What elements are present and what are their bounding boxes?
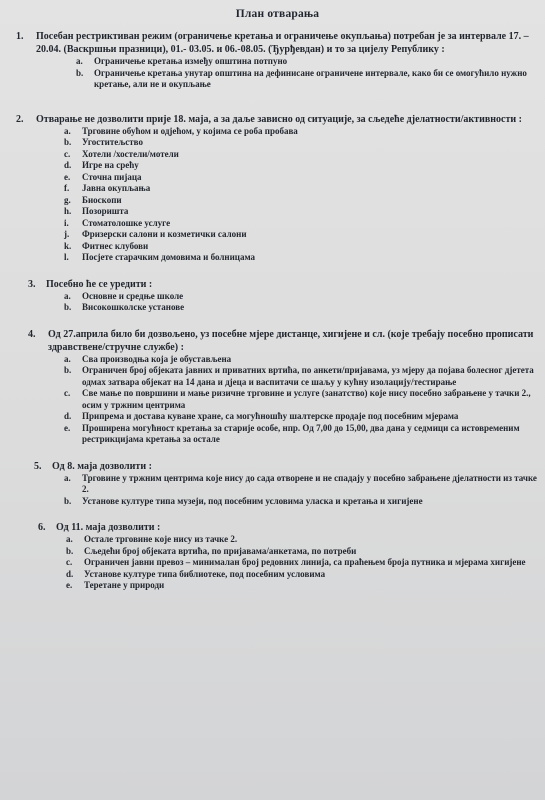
list-item bbox=[66, 534, 539, 546]
item-letter: e. bbox=[64, 171, 71, 182]
section-heading bbox=[28, 328, 539, 354]
list-item bbox=[66, 546, 539, 558]
section-items bbox=[28, 354, 539, 446]
item-letter: j. bbox=[64, 229, 70, 239]
section-text: Од 11. маја дозволити : bbox=[56, 522, 161, 533]
item-letter: b. bbox=[64, 495, 72, 506]
section-2 bbox=[16, 113, 539, 264]
list-item bbox=[64, 241, 539, 253]
section-number: 2. bbox=[16, 113, 24, 125]
item-text: Остале трговине које нису из тачке 2. bbox=[84, 534, 238, 544]
section-heading bbox=[16, 113, 539, 126]
section-heading bbox=[16, 30, 539, 56]
item-text: Игре на срећу bbox=[82, 160, 139, 170]
item-letter: c. bbox=[66, 557, 73, 567]
item-text: Трговине у тржним центрима које нису до сада отворене и не спадају у посебно забрањене дјелатности из тачке 2. bbox=[82, 472, 537, 494]
item-text: Теретане у природи bbox=[84, 580, 165, 590]
item-text: Све мање по површини и мање ризичне трговине и услуге (занатство) које нису посебно забрањене у тачки 2., осим у тржним центрима bbox=[82, 388, 531, 410]
item-text: Установе културе типа библиотеке, под посебним условима bbox=[84, 568, 326, 579]
item-letter: b. bbox=[66, 545, 74, 556]
item-text: Високошколске установе bbox=[82, 302, 185, 312]
section-text: Од 8. маја дозволити : bbox=[52, 460, 152, 472]
list-item bbox=[76, 68, 539, 91]
item-text: Сточна пијаца bbox=[82, 171, 142, 182]
list-item bbox=[64, 252, 539, 264]
list-item bbox=[66, 557, 539, 569]
section-6 bbox=[16, 521, 539, 592]
list-item bbox=[66, 580, 539, 592]
item-letter: c. bbox=[64, 148, 71, 159]
item-letter: a. bbox=[64, 353, 71, 364]
item-letter: a. bbox=[64, 125, 71, 136]
list-item bbox=[64, 496, 539, 508]
list-item bbox=[64, 195, 539, 207]
item-letter: b. bbox=[64, 365, 72, 375]
list-item bbox=[76, 56, 539, 68]
item-letter: i. bbox=[64, 217, 69, 228]
item-text: Ограничен јавни превоз – минималан број редовних линија, са праћењем броја путника и мјерама хигијене bbox=[84, 557, 526, 567]
item-text: Сљедећи број објеката вртића, по пријавама/анкетама, по потреби bbox=[84, 545, 357, 556]
section-items bbox=[28, 291, 539, 314]
item-text: Посјете старачким домовима и болницама bbox=[82, 252, 256, 262]
item-text: Ограничење кретања између општина потпуно bbox=[94, 56, 288, 66]
item-letter: a. bbox=[64, 290, 71, 301]
list-item bbox=[64, 388, 539, 411]
list-item bbox=[64, 137, 539, 149]
section-text: Од 27.априла било би дозвољено, уз посебне мјере дистанце, хигијене и сл. (које требају посебно прописати здравствене/стручне службе) : bbox=[48, 328, 534, 353]
list-item bbox=[64, 411, 539, 423]
item-text: Јавна окупљања bbox=[82, 183, 151, 193]
item-text: Ограничен број објеката јавних и приватних вртића, по анкети/пријавама, уз мјеру да појава болесног дјетета одмах затвара објекат на 14 дана и дјеца и васпитачи се шаљу у кућну изолацију/тестирање bbox=[82, 365, 534, 387]
section-heading bbox=[38, 521, 539, 534]
list-item bbox=[64, 160, 539, 172]
section-items bbox=[16, 56, 539, 91]
list-item bbox=[64, 473, 539, 496]
section-1 bbox=[16, 30, 539, 91]
list-item bbox=[64, 218, 539, 230]
item-letter: b. bbox=[64, 302, 72, 312]
section-items bbox=[34, 473, 539, 508]
section-text: Посебан рестриктиван режим (ограничење кретања и ограничење окупљања) потребан је за интервале 17. – 20.04. (Васкршњи празници), 01.- 03.05. и 06.-08.05. (Ђурђевдан) и то за цијелу Републику : bbox=[36, 31, 529, 55]
list-item bbox=[64, 291, 539, 303]
list-item bbox=[64, 149, 539, 161]
item-text: Установе културе типа музеји, под посебним условима уласка и кретања и хигијене bbox=[82, 495, 423, 506]
list-item bbox=[64, 126, 539, 138]
item-letter: l. bbox=[64, 252, 69, 262]
item-letter: d. bbox=[64, 411, 72, 421]
section-5 bbox=[16, 460, 539, 508]
item-letter: d. bbox=[66, 568, 74, 579]
list-item bbox=[64, 365, 539, 388]
list-item bbox=[64, 206, 539, 218]
item-letter: e. bbox=[64, 422, 71, 433]
item-letter: a. bbox=[66, 534, 73, 544]
list-item bbox=[66, 569, 539, 581]
item-letter: g. bbox=[64, 194, 71, 205]
list-item bbox=[64, 354, 539, 366]
section-text: Посебно ће се уредити : bbox=[46, 278, 153, 290]
item-letter: h. bbox=[64, 206, 72, 216]
list-item bbox=[64, 229, 539, 241]
section-number: 1. bbox=[16, 31, 24, 42]
item-text: Основне и средње школе bbox=[82, 290, 184, 301]
list-item bbox=[64, 183, 539, 195]
item-letter: b. bbox=[76, 67, 84, 78]
item-text: Сва производња која је обустављена bbox=[82, 353, 232, 364]
item-text: Припрема и достава куване хране, са могућношћу шалтерске продаје под посебним мјерама bbox=[82, 411, 459, 421]
list-item bbox=[64, 302, 539, 314]
section-text: Отварање не дозволити прије 18. маја, а за даље зависно од ситуације, за сљедеће дјелатности/активности : bbox=[36, 113, 522, 125]
section-items bbox=[38, 534, 539, 592]
item-letter: b. bbox=[64, 137, 72, 147]
item-letter: k. bbox=[64, 240, 72, 251]
item-text: Трговине обућом и одјећом, у којима се роба пробава bbox=[82, 125, 298, 136]
section-items bbox=[16, 126, 539, 264]
item-letter: a. bbox=[76, 56, 83, 66]
item-letter: d. bbox=[64, 160, 72, 170]
section-number: 3. bbox=[28, 278, 36, 290]
item-text: Хотели /хостели/мотели bbox=[82, 148, 179, 159]
section-number: 6. bbox=[38, 522, 46, 533]
document-title: План отварања bbox=[235, 8, 320, 20]
section-4 bbox=[16, 328, 539, 446]
section-number: 5. bbox=[34, 460, 42, 472]
item-letter: a. bbox=[64, 472, 71, 483]
section-heading bbox=[34, 460, 539, 473]
item-letter: e. bbox=[66, 580, 73, 590]
section-3 bbox=[16, 278, 539, 314]
list-item bbox=[64, 423, 539, 446]
item-text: Фитнес клубови bbox=[82, 240, 149, 251]
item-text: Биоскопи bbox=[82, 194, 122, 205]
item-text: Стоматолошке услуге bbox=[82, 217, 171, 228]
item-letter: f. bbox=[64, 183, 70, 193]
item-text: Проширена могућност кретања за старије особе, нпр. Од 7,00 до 15,00, два дана у седмици са истовременим рестрикцијама кретања за остале bbox=[82, 422, 520, 444]
item-text: Позоришта bbox=[82, 206, 129, 216]
item-text: Угоститељство bbox=[82, 137, 143, 147]
item-text: Фризерски салони и козметички салони bbox=[82, 229, 247, 239]
item-letter: c. bbox=[64, 388, 71, 398]
section-number: 4. bbox=[28, 328, 36, 340]
sections-list bbox=[16, 30, 539, 592]
section-heading bbox=[28, 278, 539, 291]
item-text: Ограничење кретања унутар општина на дефинисане ограничене интервале, како би се омогућило нужно кретање, али не и окупљање bbox=[94, 67, 527, 89]
list-item bbox=[64, 172, 539, 184]
